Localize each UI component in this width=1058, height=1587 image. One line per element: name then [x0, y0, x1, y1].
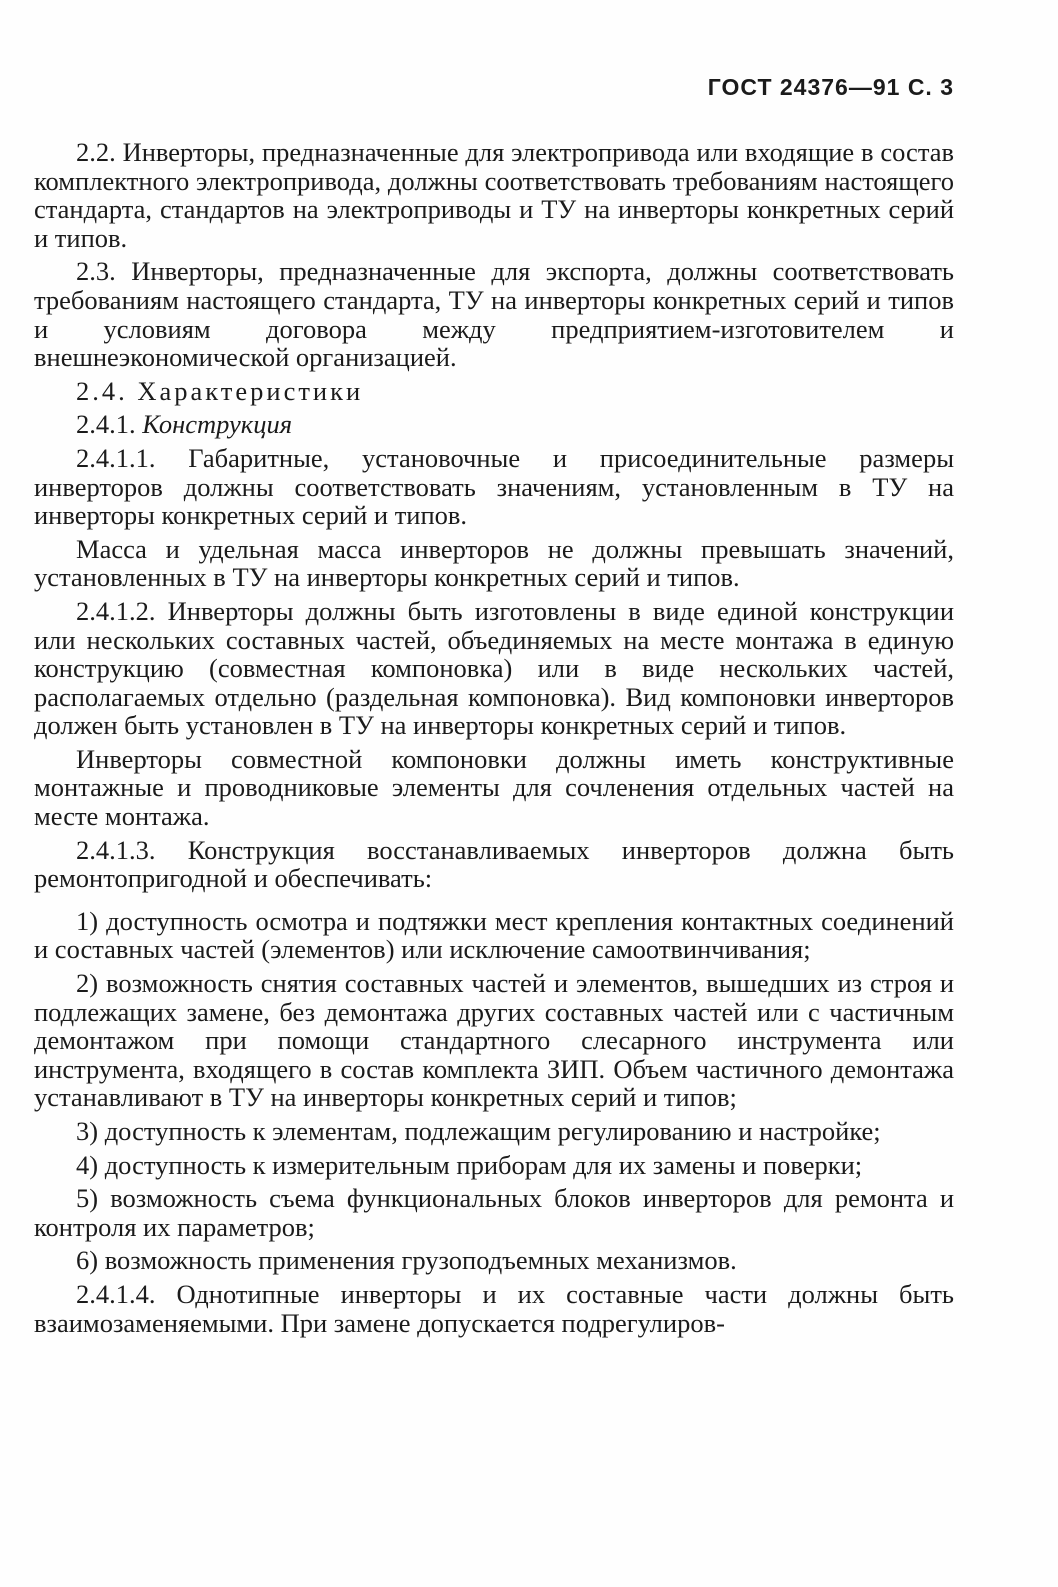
subsection-heading-2-4-1	[34, 410, 954, 439]
list-item-2: 2) возможность снятия составных частей и элементов, вышедших из строя и подлежащих замене, без демонтажа других составных частей или с частичным демонтажом при помощи стандартного слесарного инструмента или инструмента, входящего в состав комплекта ЗИП. Объем частичного демонтажа устанавливают в ТУ на инверторы конкретных серий и типов;	[34, 968, 954, 1113]
list-item-5: 5) возможность съема функциональных блоков инверторов для ремонта и контроля их параметров;	[34, 1183, 954, 1242]
paragraph-2-3: 2.3. Инверторы, предназначенные для экспорта, должны соответствовать требованиям настоящего стандарта, ТУ на инверторы конкретных серий и типов и условиям договора между предприятием-изготовителем и внешнеэкономической организацией.	[34, 256, 954, 373]
paragraph-joint-layout: Инверторы совместной компоновки должны иметь конструктивные монтажные и проводниковые элементы для сочленения отдельных частей на месте монтажа.	[34, 743, 954, 832]
section-heading-2-4: 2.4. Характеристики	[76, 375, 364, 406]
list-item-6: 6) возможность применения грузоподъемных механизмов.	[76, 1245, 737, 1276]
paragraph-2-4-1-2: 2.4.1.2. Инверторы должны быть изготовлены в виде единой конструкции или нескольких составных частей, объединяемых на месте монтажа в единую конструкцию (совместная компоновка) или в виде нескольких частей, располагаемых отдельно (раздельная компоновка). Вид компоновки инверторов должен быть установлен в ТУ на инверторы конкретных серий и типов.	[34, 595, 954, 741]
paragraph-2-4-1-3: 2.4.1.3. Конструкция восстанавливаемых инверторов должна быть ремонтопригодной и обеспечивать:	[34, 834, 954, 894]
list-item-4: 4) доступность к измерительным приборам для их замены и поверки;	[76, 1149, 863, 1180]
subsection-title: Конструкция	[142, 409, 293, 440]
paragraph-2-4-1-1: 2.4.1.1. Габаритные, установочные и присоединительные размеры инверторов должны соответствовать значениям, установленным в ТУ на инверторы конкретных серий и типов.	[34, 442, 954, 531]
paragraph-2-4-1-4: 2.4.1.4. Однотипные инверторы и их составные части должны быть взаимозаменяемыми. При замене допускается подрегулиров-	[34, 1278, 954, 1338]
list-item-3: 3) доступность к элементам, подлежащим регулированию и настройке;	[76, 1116, 881, 1146]
document-body	[34, 138, 954, 1342]
list-item-1: 1) доступность осмотра и подтяжки мест крепления контактных соединений и составных частей (элементов) или исключение самоотвинчивания;	[34, 905, 954, 965]
paragraph-2-2: 2.2. Инверторы, предназначенные для электропривода или входящие в состав комплектного электропривода, должны соответствовать требованиям настоящего стандарта, стандартов на электроприводы и ТУ на инверторы конкретных серий и типов.	[34, 137, 954, 253]
subsection-number: 2.4.1.	[76, 409, 136, 440]
page-header: ГОСТ 24376—91 С. 3	[707, 74, 954, 100]
paragraph-mass: Масса и удельная масса инверторов не должны превышать значений, установленных в ТУ на инверторы конкретных серий и типов.	[34, 533, 954, 593]
